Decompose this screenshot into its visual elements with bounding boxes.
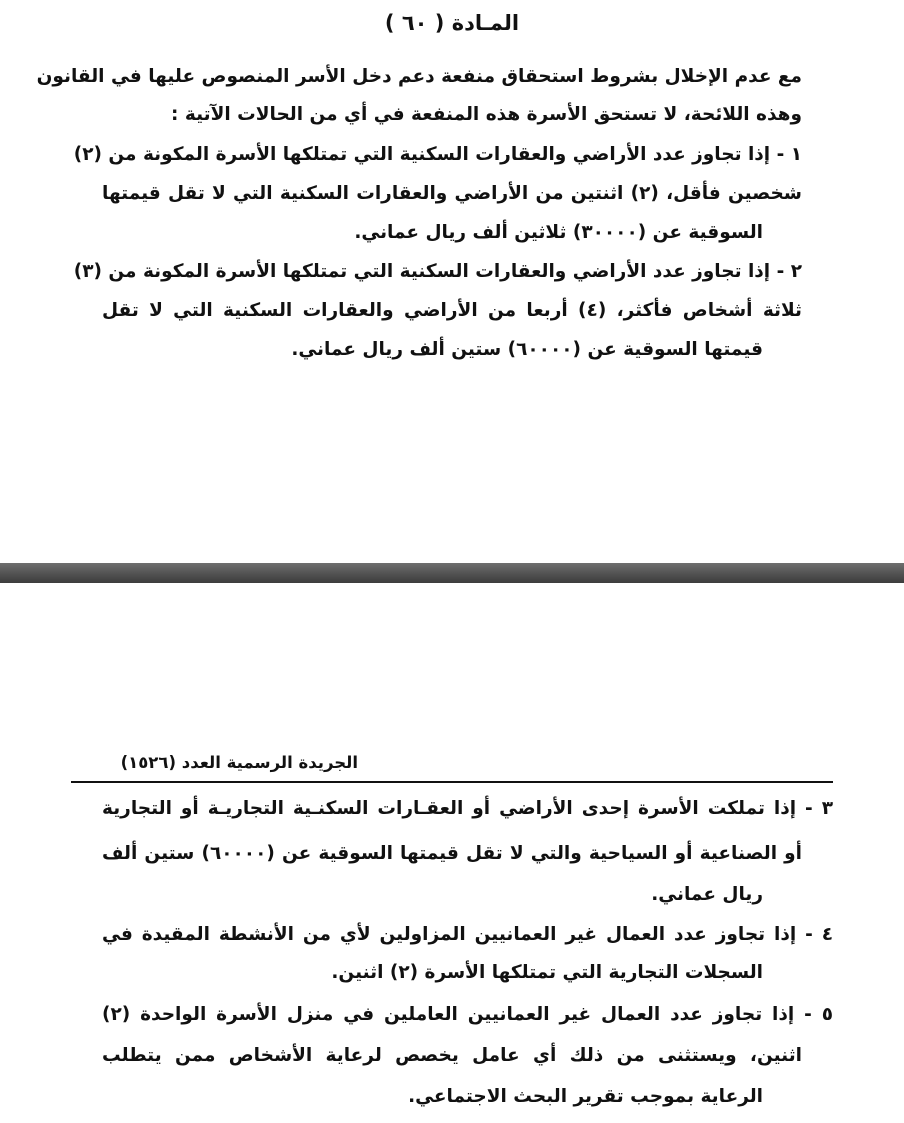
gazette-header-title: الجريدة الرسمية العدد (١٥٢٦) [120, 753, 358, 772]
intro-line-1: مع عدم الإخلال بشروط استحقاق منفعة دعم دخل الأسر المنصوص عليها في القانون [36, 66, 802, 87]
item-2-line-3: قيمتها السوقية عن (٦٠٠٠٠) ستين ألف ريال عماني. [291, 339, 763, 360]
page-separator [0, 563, 904, 583]
document-page-bottom [0, 583, 904, 1123]
intro-line-2: وهذه اللائحة، لا تستحق الأسرة هذه المنفعة في أي من الحالات الآتية : [171, 104, 802, 125]
item-1-line-1: ١ - إذا تجاوز عدد الأراضي والعقارات السكنية التي تمتلكها الأسرة المكونة من (٢) [73, 144, 802, 165]
item-4-line-1: ٤ - إذا تجاوز عدد العمال غير العمانيين المزاولين لأي من الأنشطة المقيدة في [102, 924, 833, 945]
header-rule [71, 781, 833, 783]
item-1-line-3: السوقية عن (٣٠٠٠٠) ثلاثين ألف ريال عماني. [354, 222, 763, 243]
item-5-line-1: ٥ - إذا تجاوز عدد العمال غير العمانيين العاملين في منزل الأسرة الواحدة (٢) [102, 1004, 833, 1025]
item-1-line-2: شخصين فأقل، (٢) اثنتين من الأراضي والعقارات السكنية التي لا تقل قيمتها [102, 183, 802, 204]
item-4-line-2: السجلات التجارية التي تمتلكها الأسرة (٢) اثنين. [331, 962, 763, 983]
item-3-line-2: أو الصناعية أو السياحية والتي لا تقل قيمتها السوقية عن (٦٠٠٠٠) ستين ألف [102, 843, 802, 864]
item-2-line-1: ٢ - إذا تجاوز عدد الأراضي والعقارات السكنية التي تمتلكها الأسرة المكونة من (٣) [73, 261, 802, 282]
item-2-line-2: ثلاثة أشخاص فأكثر، (٤) أربعا من الأراضي والعقارات السكنية التي لا تقل [102, 300, 802, 321]
item-5-line-3: الرعاية بموجب تقرير البحث الاجتماعي. [408, 1086, 763, 1107]
item-3-line-3: ريال عماني. [651, 884, 763, 905]
article-title: المـادة ( ٦٠ ) [384, 11, 520, 35]
item-3-line-1: ٣ - إذا تملكت الأسرة إحدى الأراضي أو العقـارات السكنـية التجاريـة أو التجارية [102, 798, 833, 819]
item-5-line-2: اثنين، ويستثنى من ذلك أي عامل يخصص لرعاية الأشخاص ممن يتطلب [102, 1045, 802, 1066]
